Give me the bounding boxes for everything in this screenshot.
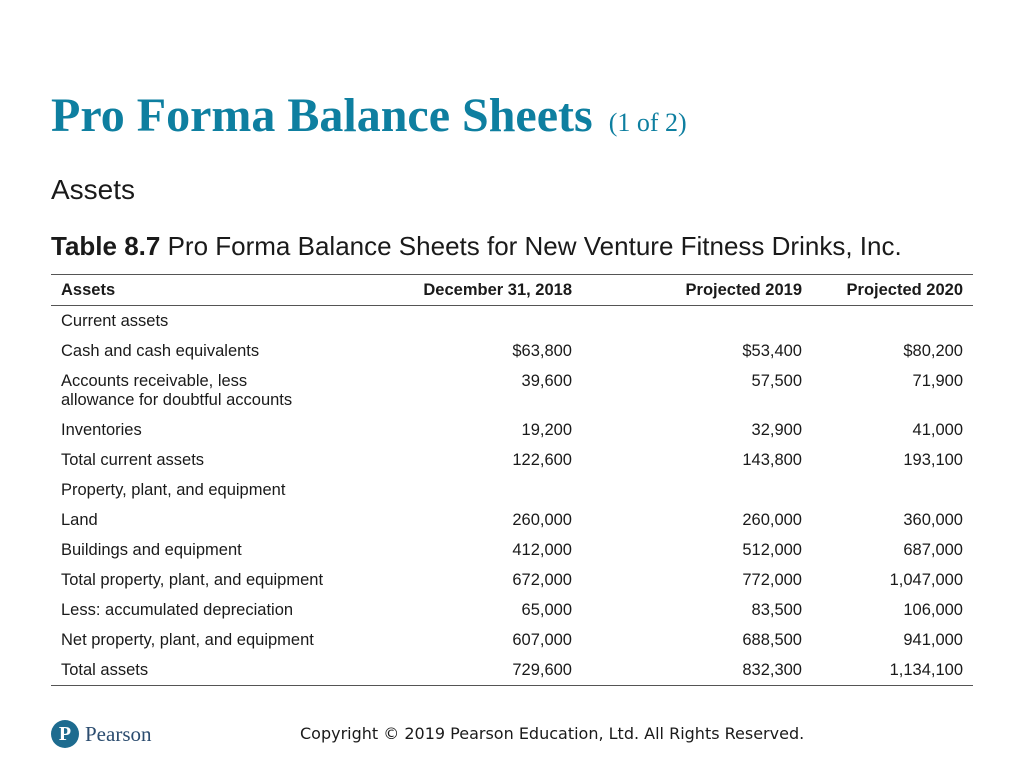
- row-value: 772,000: [742, 571, 802, 589]
- slide-title: [51, 89, 687, 142]
- row-label: Cash and cash equivalents: [61, 342, 260, 360]
- row-value: 122,600: [512, 451, 572, 469]
- row-value: 143,800: [742, 451, 802, 469]
- row-value: [361, 475, 582, 505]
- table-header-row: [51, 275, 973, 306]
- row-value: 39,600: [521, 372, 572, 390]
- header-2019: Projected 2019: [582, 275, 812, 306]
- row-value: [582, 306, 812, 337]
- row-value: 32,900: [751, 421, 802, 439]
- table-body: [51, 306, 973, 686]
- row-label: Total current assets: [61, 451, 205, 469]
- row-value: 193,100: [903, 451, 963, 469]
- table-caption-text: Pro Forma Balance Sheets for New Venture Fitness Drinks, Inc.: [167, 231, 902, 261]
- header-assets: Assets: [51, 275, 361, 306]
- row-value: 1,134,100: [812, 655, 973, 686]
- table-row: [51, 366, 973, 415]
- row-value: 83,500: [751, 601, 802, 619]
- header-2018: December 31, 2018: [361, 275, 582, 306]
- table-row: [51, 445, 973, 475]
- slide-subtitle: Assets: [51, 174, 136, 205]
- table-row: [51, 655, 973, 686]
- row-value: 832,300: [582, 655, 812, 686]
- table-row: [51, 565, 973, 595]
- row-value: 260,000: [512, 511, 572, 529]
- header-2020: Projected 2020: [812, 275, 973, 306]
- row-value: $63,800: [512, 342, 572, 360]
- pearson-logo: [51, 720, 152, 748]
- row-value: 41,000: [912, 421, 963, 439]
- row-label: Net property, plant, and equipment: [61, 631, 314, 649]
- row-value: 57,500: [751, 372, 802, 390]
- row-value: 512,000: [742, 541, 802, 559]
- row-value: 688,500: [742, 631, 802, 649]
- pearson-wordmark: Pearson: [85, 721, 152, 746]
- row-value: $80,200: [903, 342, 963, 360]
- title-part: (1 of 2): [608, 108, 687, 137]
- row-value: 106,000: [903, 601, 963, 619]
- table-caption: [51, 233, 902, 259]
- row-value: 941,000: [903, 631, 963, 649]
- row-label: Buildings and equipment: [61, 541, 242, 559]
- row-label: Land: [61, 511, 98, 529]
- table-row: [51, 535, 973, 565]
- row-value: $53,400: [742, 342, 802, 360]
- row-value: [582, 475, 812, 505]
- row-label: Accounts receivable, less allowance for doubtful accounts: [61, 372, 293, 409]
- row-value: 729,600: [361, 655, 582, 686]
- row-value: 260,000: [742, 511, 802, 529]
- copyright-notice: Copyright © 2019 Pearson Education, Ltd. All Rights Reserved.: [300, 724, 805, 743]
- row-value: [361, 306, 582, 337]
- row-value: 19,200: [521, 421, 572, 439]
- table-row: [51, 336, 973, 366]
- row-value: 412,000: [512, 541, 572, 559]
- table-row: [51, 475, 973, 505]
- row-label: Less: accumulated depreciation: [61, 601, 294, 619]
- row-label: Total property, plant, and equipment: [61, 571, 324, 589]
- row-value: 687,000: [903, 541, 963, 559]
- row-label: Inventories: [61, 421, 142, 439]
- row-value: [812, 306, 973, 337]
- row-value: 65,000: [521, 601, 572, 619]
- table-row: [51, 415, 973, 445]
- row-value: 607,000: [512, 631, 572, 649]
- row-value: [812, 475, 973, 505]
- row-label: Total assets: [51, 655, 361, 686]
- row-label: Property, plant, and equipment: [61, 481, 286, 499]
- balance-sheet-table: [51, 274, 973, 686]
- table-number: Table 8.7: [51, 231, 161, 261]
- title-main: Pro Forma Balance Sheets: [51, 89, 593, 142]
- row-label: Current assets: [61, 312, 169, 330]
- row-value: 360,000: [903, 511, 963, 529]
- table-row: [51, 306, 973, 337]
- row-value: 1,047,000: [889, 571, 963, 589]
- table-row: [51, 625, 973, 655]
- table-row: [51, 505, 973, 535]
- row-value: 672,000: [512, 571, 572, 589]
- table-row: [51, 595, 973, 625]
- row-value: 71,900: [912, 372, 963, 390]
- pearson-mark-icon: P: [51, 720, 79, 748]
